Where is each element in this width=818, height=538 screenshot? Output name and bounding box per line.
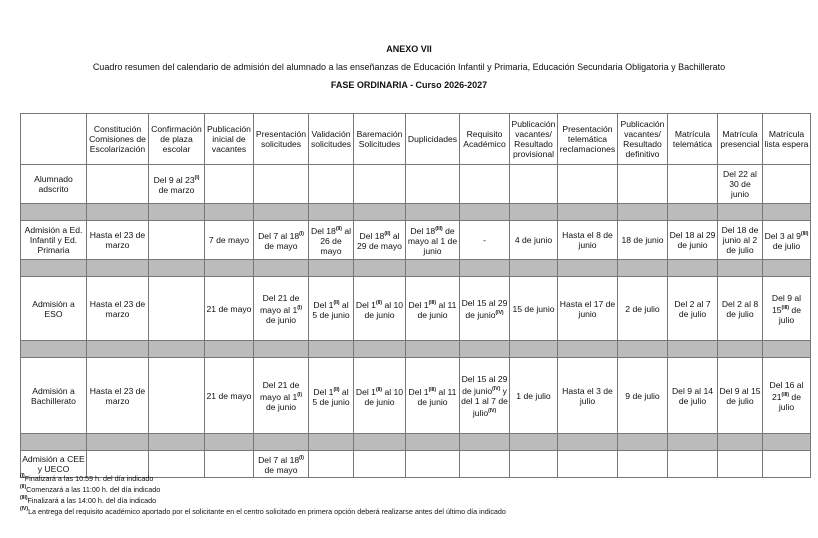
footnote-ref: (III) [781, 304, 790, 311]
table-cell: Del 18 al 29 de junio [668, 221, 718, 260]
table-cell [149, 221, 205, 260]
table-cell [668, 451, 718, 478]
footnote-ref: (II) [375, 386, 383, 393]
table-cell: Hasta el 17 de junio [558, 277, 618, 341]
footnote-ref: (III) [428, 386, 437, 393]
table-cell: Del 22 al 30 de junio [718, 165, 763, 204]
table-cell: Del 15 al 29 de junio$^{(IV)}$ [460, 277, 510, 341]
column-header: Duplicidades [406, 114, 460, 165]
column-header: Publicación inicial de vacantes [205, 114, 254, 165]
table-cell [763, 451, 811, 478]
table-cell: Del 9 al $15^{(III)}$ de julio [763, 277, 811, 341]
table-cell [668, 165, 718, 204]
phase-title: FASE ORDINARIA - Curso 2026-2027 [330, 80, 488, 90]
table-cell: Del 16 al $21^{(III)}$ de julio [763, 358, 811, 434]
column-header: Presentación telemática reclamaciones [558, 114, 618, 165]
header-row [21, 114, 811, 165]
table-cell: Del 21 de mayo al $1^{(I)}$ de junio [254, 277, 309, 341]
footnotes [20, 472, 506, 516]
table-cell: 15 de junio [510, 277, 558, 341]
table-cell: Del 9 al 14 de julio [668, 358, 718, 434]
table-cell: - [460, 221, 510, 260]
separator-row [21, 204, 811, 221]
table-row [21, 358, 811, 434]
footnote-ref: (I) [297, 304, 302, 311]
footnote-ref: (III) [435, 226, 443, 232]
table-cell: Hasta el 8 de junio [558, 221, 618, 260]
table-cell: Del $1^{(III)}$ al 11 de junio [406, 277, 460, 341]
footnote-ref: (I) [297, 391, 302, 398]
table-cell: Del 2 al 7 de julio [668, 277, 718, 341]
footnote-ref: (I) [299, 455, 304, 461]
document-subtitle: Cuadro resumen del calendario de admisión del alumnado a las enseñanzas de Educación Infantil y Primaria, Educación Secundaria Obligatoria y Bachillerato [92, 62, 726, 72]
table-cell [149, 277, 205, 341]
table-cell: Hasta el 3 de julio [558, 358, 618, 434]
table-cell [149, 358, 205, 434]
table-cell: Del $1^{(II)}$ al 5 de junio [309, 358, 354, 434]
separator-row [21, 341, 811, 358]
table-cell: 21 de mayo [205, 277, 254, 341]
row-header: Admisión a CEE y UECO [21, 451, 87, 478]
row-header: Admisión a Bachillerato [21, 358, 87, 434]
table-cell [558, 451, 618, 478]
footnote-ref: (III) [428, 299, 437, 306]
footnote-ref: (II) [333, 386, 340, 393]
table-cell: Del $18^{(III)}$ de mayo al 1 de junio [406, 221, 460, 260]
footnote-ref: (IV) [488, 407, 497, 414]
table-cell: 4 de junio [510, 221, 558, 260]
table-cell: 2 de julio [618, 277, 668, 341]
table-cell [205, 165, 254, 204]
table-cell [510, 451, 558, 478]
column-header: Matrícula telemática [668, 114, 718, 165]
table-cell: Del 9 al 15 de julio [718, 358, 763, 434]
table-cell [406, 165, 460, 204]
footnote-ref: (III) [781, 391, 790, 398]
table-cell: Del 9 al $23^{(I)}$ de marzo [149, 165, 205, 204]
table-cell [618, 451, 668, 478]
column-header: Presentación solicitudes [254, 114, 309, 165]
table-cell [309, 165, 354, 204]
table-row [21, 277, 811, 341]
table-cell [510, 165, 558, 204]
table-cell: Del $18^{(II)}$ al 26 de mayo [309, 221, 354, 260]
footnote-ref: (II) [335, 226, 342, 232]
column-header: Publicación vacantes/ Resultado provisional [510, 114, 558, 165]
column-header: Requisito Académico [460, 114, 510, 165]
table-cell: Del $1^{(III)}$ al 11 de junio [406, 358, 460, 434]
table-cell: Del 2 al 8 de julio [718, 277, 763, 341]
table-row [21, 165, 811, 204]
footnote-ref: (I) [194, 175, 200, 181]
table-cell: Del 7 al $18^{(I)}$ de mayo [254, 451, 309, 478]
table-cell [87, 165, 149, 204]
separator-row [21, 260, 811, 277]
column-header: Matrícula lista espera [763, 114, 811, 165]
table-cell: 18 de junio [618, 221, 668, 260]
footnote-ref: (I) [299, 231, 304, 237]
table-cell: Del 7 al $18^{(I)}$ de mayo [254, 221, 309, 260]
table-cell: 7 de mayo [205, 221, 254, 260]
footnote: $^{(II)}$Comenzará a las 11:00 h. del día indicado [20, 484, 161, 494]
column-header: Constitución Comisiones de Escolarización [87, 114, 149, 165]
table-cell [254, 165, 309, 204]
table-cell: Del $18^{(II)}$ al 29 de mayo [354, 221, 406, 260]
table-cell: 1 de julio [510, 358, 558, 434]
table-cell [763, 165, 811, 204]
table-cell: Del 3 al $9^{(III)}$ de julio [763, 221, 811, 260]
row-header: Admisión a Ed. Infantil y Ed. Primaria [21, 221, 87, 260]
table-cell [558, 165, 618, 204]
column-header: Publicación vacantes/ Resultado definitivo [618, 114, 668, 165]
table-cell [460, 165, 510, 204]
column-header: Baremación Solicitudes [354, 114, 406, 165]
footnote-ref: (II) [375, 299, 383, 306]
footnote-ref: (II) [333, 299, 340, 306]
table-cell: Hasta el 23 de marzo [87, 358, 149, 434]
table-cell: Del 21 de mayo al $1^{(I)}$ de junio [254, 358, 309, 434]
column-header: Validación solicitudes [309, 114, 354, 165]
table-cell: 9 de julio [618, 358, 668, 434]
table-cell [618, 165, 668, 204]
row-header: Admisión a ESO [21, 277, 87, 341]
footnote-ref: (III) [800, 231, 809, 237]
admission-calendar-table [20, 113, 811, 478]
table-cell: Del $1^{(II)}$ al 10 de junio [354, 277, 406, 341]
separator-row [21, 434, 811, 451]
footnote-ref: (II) [384, 231, 391, 237]
table-cell: Del $1^{(II)}$ al 10 de junio [354, 358, 406, 434]
table-cell: Del $1^{(II)}$ al 5 de junio [309, 277, 354, 341]
table-cell: Hasta el 23 de marzo [87, 277, 149, 341]
footnote-ref: (IV) [492, 385, 501, 392]
annex-title: ANEXO VII [386, 44, 432, 54]
row-header: Alumnado adscrito [21, 165, 87, 204]
footnote: $^{(IV)}$La entrega del requisito académico aportado por el solicitante en el centro solicitado en primera opción deberá realizarse antes del último día indicado [20, 506, 506, 516]
footnote: $^{(I)}$Finalizará a las 10:59 h. del día indicado [20, 473, 154, 483]
column-header: Matrícula presencial [718, 114, 763, 165]
column-header: Confirmación de plaza escolar [149, 114, 205, 165]
table-cell [354, 165, 406, 204]
table-cell: Del 15 al 29 de junio$^{(IV)}$ y del 1 al 7 de julio$^{(IV)}$ [460, 358, 510, 434]
table-cell [718, 451, 763, 478]
table-cell: Del 18 de junio al 2 de julio [718, 221, 763, 260]
footnote-ref: (IV) [495, 309, 504, 316]
table-cell: 21 de mayo [205, 358, 254, 434]
column-header [21, 114, 87, 165]
table-cell: Hasta el 23 de marzo [87, 221, 149, 260]
table-row [21, 221, 811, 260]
footnote: $^{(III)}$Finalizará a las 14:00 h. del día indicado [20, 495, 157, 505]
